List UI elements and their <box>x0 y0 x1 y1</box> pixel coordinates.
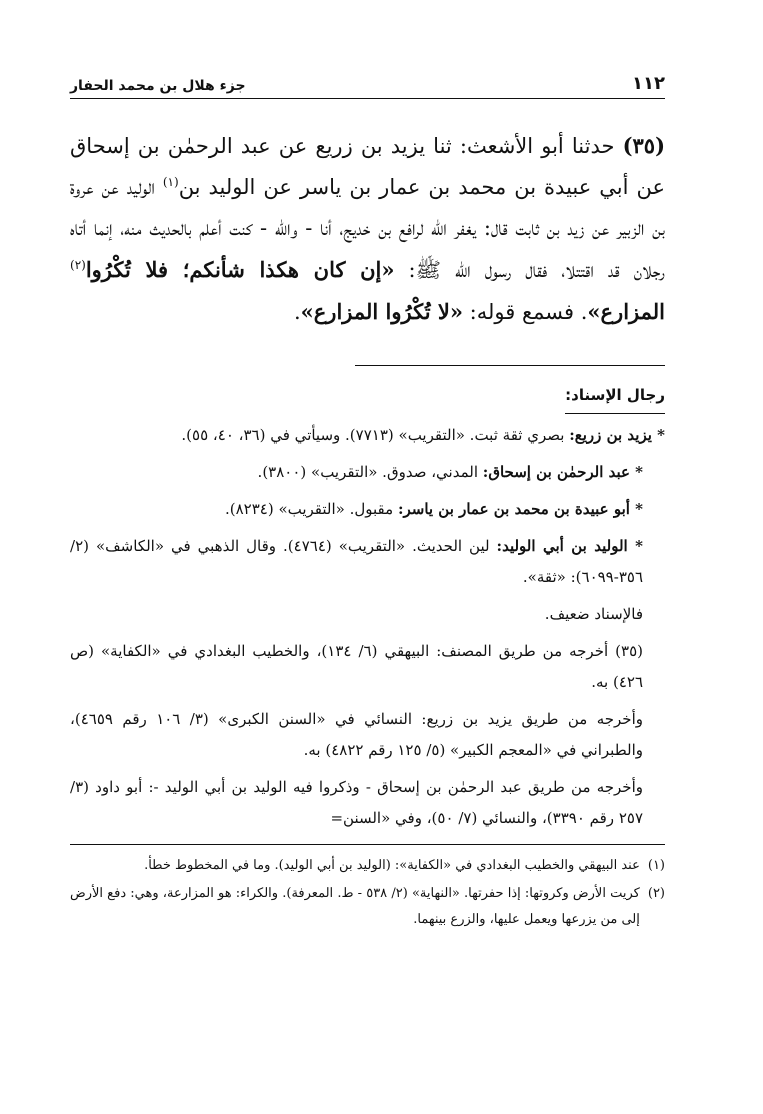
section-divider <box>355 365 665 366</box>
narrator-grade: بصري ثقة ثبت. «التقريب» (٧٧١٣). وسيأتي في (٣٦، ٤٠، ٥٥). <box>181 426 570 444</box>
footnote-ref-1: (١) <box>162 175 179 189</box>
prophetic-quote-2: «لا تُكْرُوا المزارع» <box>300 299 463 324</box>
takhrij-paragraph <box>70 636 665 698</box>
footnote-text: عند البيهقي والخطيب البغدادي في «الكفاية»: (الوليد بن أبي الوليد). وما في المخطوط خطأ. <box>144 858 640 873</box>
page-header <box>70 60 665 99</box>
footnote-ref-2: (٢) <box>70 258 86 272</box>
narrator-name: * يزيد بن زريع: <box>569 426 665 444</box>
hadith-chain-continued: الوليد عن عروة بن الزبير عن زيد بن ثابت قال: يغفر الله لرافع بن خديج، أنا - والله - كنت أعلم بالحديث منه، إنما أتاه رجلان قد اقتتلا، فقال رسول الله ﷺ: <box>70 175 665 282</box>
narrator-entry <box>70 420 665 451</box>
footnote-2 <box>70 881 665 933</box>
hadith-number: (٣٥) <box>622 133 665 158</box>
running-title: جزء هلال بن محمد الحفار <box>70 78 246 94</box>
narrator-name: * الوليد بن أبي الوليد: <box>496 537 643 555</box>
commentary <box>70 380 665 834</box>
narrator-entry <box>70 531 665 593</box>
isnad-conclusion: فالإسناد ضعيف. <box>544 605 643 623</box>
narrator-entry <box>70 494 665 525</box>
takhrij-paragraph: وأخرجه من طريق يزيد بن زريع: النسائي في «السنن الكبرى» (٣/ ١٠٦ رقم ٤٦٥٩)، والطبراني في «المعجم الكبير» (٥/ ١٢٥ رقم ٤٨٢٢) به. <box>70 710 643 759</box>
rijal-heading: رجال الإسناد: <box>565 380 665 414</box>
prophetic-quote-1: «إن كان هكذا شأنكم؛ فلا تُكْرُوا <box>85 257 395 282</box>
takhrij-number: (٣٥) <box>615 642 643 660</box>
takhrij-paragraph: وأخرجه من طريق عبد الرحمٰن بن إسحاق - وذكروا فيه الوليد بن أبي الوليد -: أبو داود (٣/ ٢٥٧ رقم ٣٣٩٠)، والنسائي (٧/ ٥٠)، وفي «السنن= <box>70 778 643 827</box>
hadith-narration: . فسمع قوله: <box>462 300 588 324</box>
footnote-text: كريت الأرض وكروتها: إذا حفرتها. «النهاية» (٢/ ٥٣٨ - ط. المعرفة). والكراء: هو المزارعة، وهي: دفع الأرض إلى من يزرعها ويعمل عليها، والزرع بينهما. <box>70 886 640 927</box>
hadith-text <box>70 125 665 333</box>
hadith-end: . <box>293 300 301 324</box>
footnote-1 <box>70 853 665 879</box>
hadith-chain: حدثنا أبو الأشعث: ثنا يزيد بن زريع عن عبد الرحمٰن بن إسحاق عن أبي عبيدة بن محمد بن عمار بن ياسر عن الوليد بن <box>70 134 665 199</box>
narrator-name: * أبو عبيدة بن محمد بن عمار بن ياسر: <box>397 500 643 518</box>
narrator-grade: لين الحديث. «التقريب» (٤٧٦٤). وقال الذهبي في «الكاشف» (٢/ ٣٥٦-٦٠٩٩): «ثقة». <box>70 537 643 586</box>
page-number: ١١٢ <box>632 73 665 94</box>
book-page <box>70 60 665 1090</box>
footnote-number: (٢) <box>647 886 665 901</box>
narrator-entry <box>70 457 665 488</box>
prophetic-quote-1-end: المزارع» <box>587 299 665 324</box>
footnote-divider <box>70 844 665 845</box>
narrator-grade: المدني، صدوق. «التقريب» (٣٨٠٠). <box>257 463 483 481</box>
narrator-name: * عبد الرحمٰن بن إسحاق: <box>482 463 643 481</box>
takhrij-text: أخرجه من طريق المصنف: البيهقي (٦/ ١٣٤)، والخطيب البغدادي في «الكفاية» (ص ٤٢٦) به. <box>70 642 643 691</box>
narrator-grade: مقبول. «التقريب» (٨٢٣٤). <box>224 500 398 518</box>
footnote-number: (١) <box>647 858 665 873</box>
footnotes <box>70 853 665 933</box>
